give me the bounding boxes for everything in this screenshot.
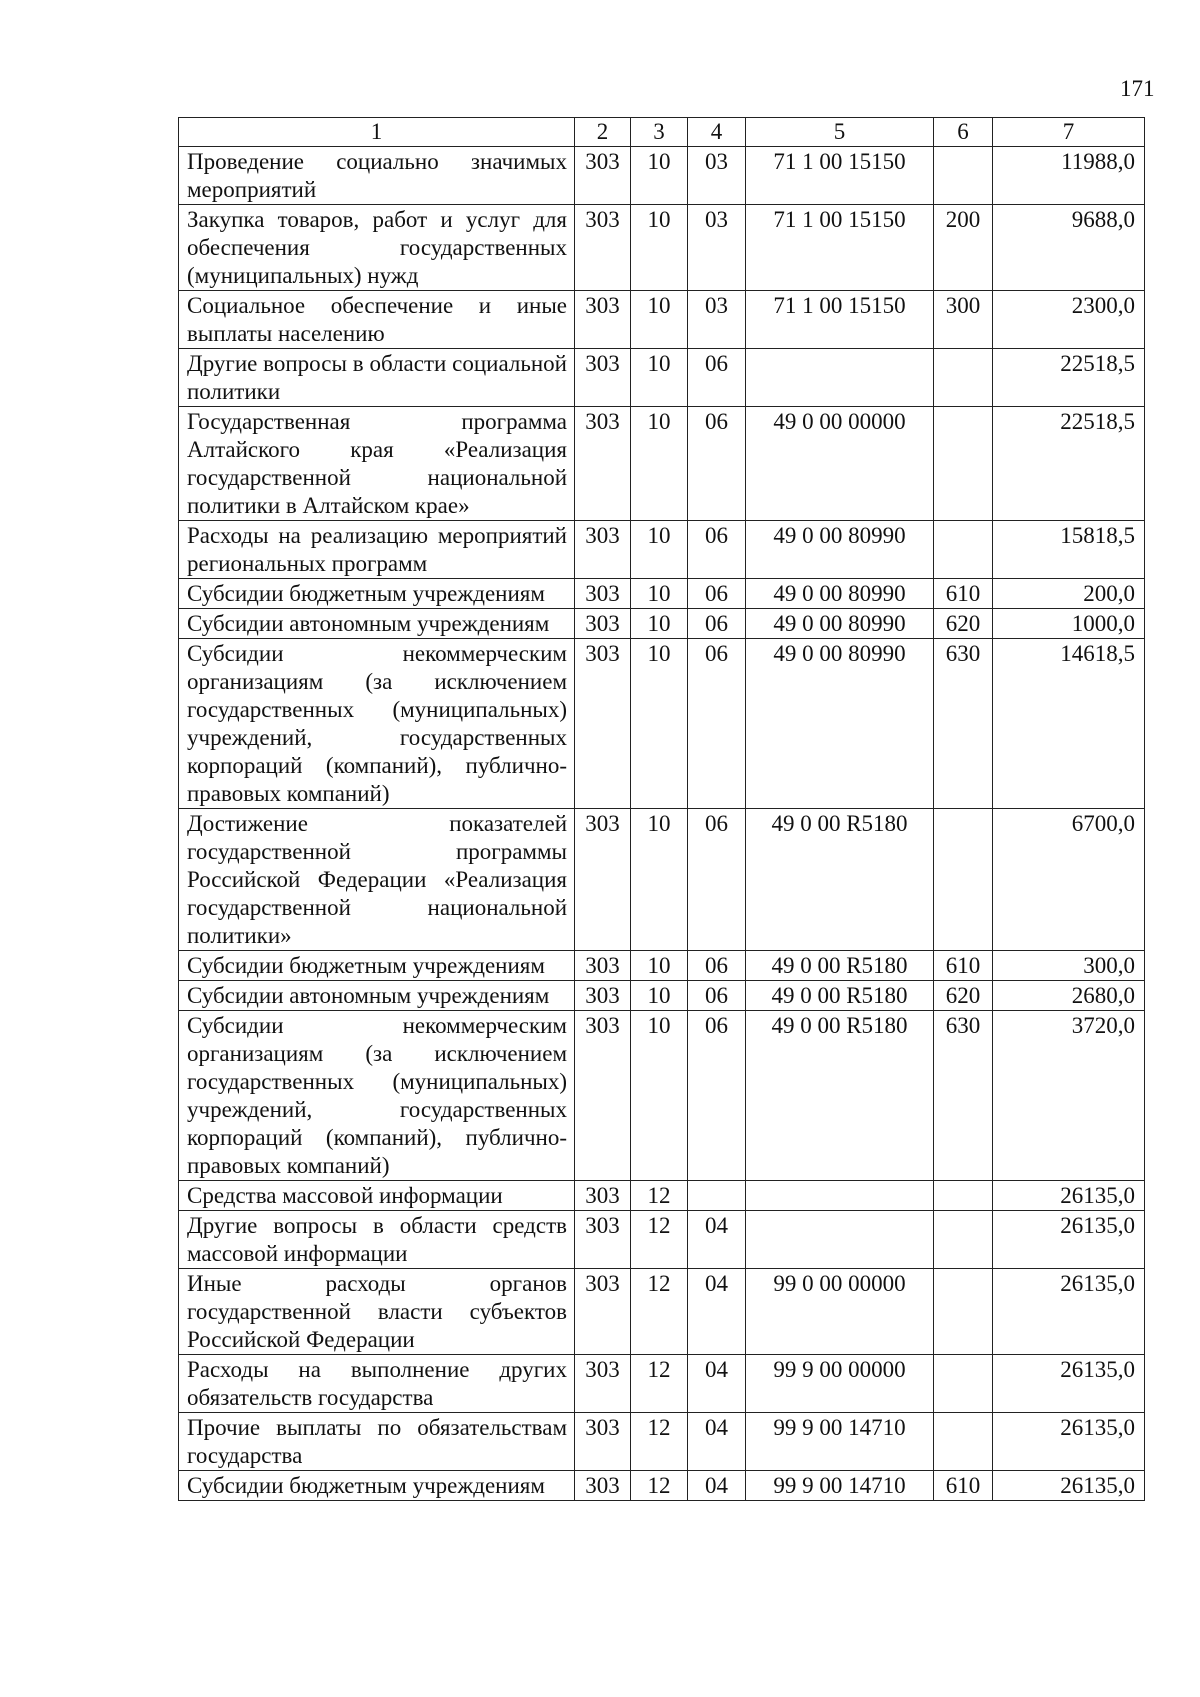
expense-type-cell <box>934 1269 993 1355</box>
subsection-cell: 04 <box>688 1413 746 1471</box>
expense-type-cell: 620 <box>934 981 993 1011</box>
table-row <box>179 1355 1145 1413</box>
target-article-cell: 49 0 00 80990 <box>746 639 934 809</box>
header-cell: 2 <box>575 118 631 147</box>
subsection-cell: 03 <box>688 147 746 205</box>
expense-type-cell <box>934 1181 993 1211</box>
section-cell: 10 <box>631 809 688 951</box>
target-article-cell: 99 9 00 14710 <box>746 1471 934 1501</box>
row-name-cell: Достижение показателей государственной программы Российской Федерации «Реализация государственной национальной политики» <box>179 809 575 951</box>
amount-cell: 11988,0 <box>993 147 1145 205</box>
subsection-cell: 06 <box>688 349 746 407</box>
section-cell: 10 <box>631 349 688 407</box>
target-article-cell: 71 1 00 15150 <box>746 147 934 205</box>
amount-cell: 15818,5 <box>993 521 1145 579</box>
section-cell: 10 <box>631 981 688 1011</box>
table-row <box>179 639 1145 809</box>
subsection-cell: 06 <box>688 407 746 521</box>
target-article-cell <box>746 349 934 407</box>
expense-type-cell <box>934 1355 993 1413</box>
subsection-cell: 04 <box>688 1269 746 1355</box>
amount-cell: 22518,5 <box>993 349 1145 407</box>
admin-code-cell: 303 <box>575 147 631 205</box>
table-row <box>179 521 1145 579</box>
table-row <box>179 579 1145 609</box>
expense-type-cell: 200 <box>934 205 993 291</box>
row-name-cell: Социальное обеспечение и иные выплаты населению <box>179 291 575 349</box>
table-row <box>179 1181 1145 1211</box>
section-cell: 12 <box>631 1471 688 1501</box>
subsection-cell: 06 <box>688 809 746 951</box>
target-article-cell <box>746 1181 934 1211</box>
table-body <box>179 147 1145 1501</box>
expense-type-cell <box>934 1413 993 1471</box>
table-row <box>179 205 1145 291</box>
table-row <box>179 407 1145 521</box>
section-cell: 10 <box>631 579 688 609</box>
expense-type-cell <box>934 407 993 521</box>
admin-code-cell: 303 <box>575 809 631 951</box>
row-name-cell: Расходы на выполнение других обязательств государства <box>179 1355 575 1413</box>
target-article-cell: 49 0 00 R5180 <box>746 981 934 1011</box>
target-article-cell: 49 0 00 80990 <box>746 521 934 579</box>
amount-cell: 2680,0 <box>993 981 1145 1011</box>
amount-cell: 14618,5 <box>993 639 1145 809</box>
row-name-cell: Иные расходы органов государственной власти субъектов Российской Федерации <box>179 1269 575 1355</box>
section-cell: 12 <box>631 1413 688 1471</box>
table-row <box>179 809 1145 951</box>
subsection-cell: 06 <box>688 609 746 639</box>
target-article-cell: 99 9 00 14710 <box>746 1413 934 1471</box>
subsection-cell: 06 <box>688 579 746 609</box>
expense-type-cell <box>934 1211 993 1269</box>
row-name-cell: Государственная программа Алтайского края «Реализация государственной национальной политики в Алтайском крае» <box>179 407 575 521</box>
table-row <box>179 1211 1145 1269</box>
subsection-cell: 06 <box>688 951 746 981</box>
row-name-cell: Субсидии бюджетным учреждениям <box>179 951 575 981</box>
admin-code-cell: 303 <box>575 579 631 609</box>
table-row <box>179 349 1145 407</box>
header-cell: 1 <box>179 118 575 147</box>
amount-cell: 22518,5 <box>993 407 1145 521</box>
header-cell: 5 <box>746 118 934 147</box>
subsection-cell: 06 <box>688 639 746 809</box>
table-row <box>179 1471 1145 1501</box>
amount-cell: 26135,0 <box>993 1355 1145 1413</box>
admin-code-cell: 303 <box>575 1211 631 1269</box>
row-name-cell: Субсидии некоммерческим организациям (за исключением государственных (муниципальных) учреждений, государственных корпораций (компаний), публично-правовых компаний) <box>179 639 575 809</box>
expense-type-cell: 610 <box>934 1471 993 1501</box>
subsection-cell: 06 <box>688 521 746 579</box>
row-name-cell: Субсидии некоммерческим организациям (за исключением государственных (муниципальных) учреждений, государственных корпораций (компаний), публично-правовых компаний) <box>179 1011 575 1181</box>
admin-code-cell: 303 <box>575 1269 631 1355</box>
target-article-cell: 49 0 00 00000 <box>746 407 934 521</box>
target-article-cell: 49 0 00 80990 <box>746 609 934 639</box>
admin-code-cell: 303 <box>575 951 631 981</box>
expense-type-cell: 630 <box>934 1011 993 1181</box>
table-row <box>179 1011 1145 1181</box>
target-article-cell <box>746 1211 934 1269</box>
admin-code-cell: 303 <box>575 981 631 1011</box>
table-row <box>179 981 1145 1011</box>
admin-code-cell: 303 <box>575 1011 631 1181</box>
admin-code-cell: 303 <box>575 1471 631 1501</box>
page-number: 171 <box>1120 76 1155 101</box>
row-name-cell: Прочие выплаты по обязательствам государства <box>179 1413 575 1471</box>
row-name-cell: Закупка товаров, работ и услуг для обеспечения государственных (муниципальных) нужд <box>179 205 575 291</box>
admin-code-cell: 303 <box>575 1181 631 1211</box>
section-cell: 10 <box>631 1011 688 1181</box>
table-row <box>179 291 1145 349</box>
amount-cell: 26135,0 <box>993 1269 1145 1355</box>
amount-cell: 26135,0 <box>993 1471 1145 1501</box>
row-name-cell: Другие вопросы в области социальной политики <box>179 349 575 407</box>
expense-type-cell <box>934 147 993 205</box>
row-name-cell: Субсидии бюджетным учреждениям <box>179 1471 575 1501</box>
table-row <box>179 951 1145 981</box>
target-article-cell: 49 0 00 R5180 <box>746 951 934 981</box>
amount-cell: 200,0 <box>993 579 1145 609</box>
amount-cell: 6700,0 <box>993 809 1145 951</box>
admin-code-cell: 303 <box>575 1355 631 1413</box>
section-cell: 10 <box>631 291 688 349</box>
amount-cell: 26135,0 <box>993 1413 1145 1471</box>
section-cell: 10 <box>631 609 688 639</box>
admin-code-cell: 303 <box>575 349 631 407</box>
subsection-cell: 04 <box>688 1211 746 1269</box>
table-row <box>179 1269 1145 1355</box>
expense-type-cell <box>934 521 993 579</box>
target-article-cell: 49 0 00 R5180 <box>746 809 934 951</box>
section-cell: 10 <box>631 521 688 579</box>
target-article-cell: 99 9 00 00000 <box>746 1355 934 1413</box>
header-cell: 7 <box>993 118 1145 147</box>
admin-code-cell: 303 <box>575 521 631 579</box>
admin-code-cell: 303 <box>575 1413 631 1471</box>
row-name-cell: Проведение социально значимых мероприятий <box>179 147 575 205</box>
subsection-cell: 03 <box>688 205 746 291</box>
row-name-cell: Расходы на реализацию мероприятий региональных программ <box>179 521 575 579</box>
admin-code-cell: 303 <box>575 609 631 639</box>
target-article-cell: 49 0 00 80990 <box>746 579 934 609</box>
admin-code-cell: 303 <box>575 205 631 291</box>
table-row <box>179 147 1145 205</box>
budget-table <box>178 117 1145 1501</box>
expense-type-cell: 610 <box>934 579 993 609</box>
admin-code-cell: 303 <box>575 291 631 349</box>
expense-type-cell <box>934 809 993 951</box>
amount-cell: 3720,0 <box>993 1011 1145 1181</box>
row-name-cell: Субсидии автономным учреждениям <box>179 981 575 1011</box>
row-name-cell: Субсидии бюджетным учреждениям <box>179 579 575 609</box>
table-row <box>179 609 1145 639</box>
expense-type-cell: 620 <box>934 609 993 639</box>
subsection-cell: 06 <box>688 1011 746 1181</box>
subsection-cell: 03 <box>688 291 746 349</box>
section-cell: 10 <box>631 407 688 521</box>
amount-cell: 1000,0 <box>993 609 1145 639</box>
expense-type-cell: 610 <box>934 951 993 981</box>
section-cell: 10 <box>631 639 688 809</box>
amount-cell: 26135,0 <box>993 1181 1145 1211</box>
row-name-cell: Средства массовой информации <box>179 1181 575 1211</box>
header-cell: 6 <box>934 118 993 147</box>
header-cell: 4 <box>688 118 746 147</box>
subsection-cell: 04 <box>688 1471 746 1501</box>
target-article-cell: 99 0 00 00000 <box>746 1269 934 1355</box>
section-cell: 10 <box>631 147 688 205</box>
section-cell: 10 <box>631 205 688 291</box>
amount-cell: 300,0 <box>993 951 1145 981</box>
table-row <box>179 1413 1145 1471</box>
section-cell: 12 <box>631 1211 688 1269</box>
subsection-cell <box>688 1181 746 1211</box>
subsection-cell: 04 <box>688 1355 746 1413</box>
section-cell: 10 <box>631 951 688 981</box>
header-cell: 3 <box>631 118 688 147</box>
admin-code-cell: 303 <box>575 407 631 521</box>
subsection-cell: 06 <box>688 981 746 1011</box>
expense-type-cell: 630 <box>934 639 993 809</box>
expense-type-cell <box>934 349 993 407</box>
row-name-cell: Другие вопросы в области средств массовой информации <box>179 1211 575 1269</box>
target-article-cell: 71 1 00 15150 <box>746 205 934 291</box>
row-name-cell: Субсидии автономным учреждениям <box>179 609 575 639</box>
amount-cell: 2300,0 <box>993 291 1145 349</box>
expense-type-cell: 300 <box>934 291 993 349</box>
table-header-row <box>179 118 1145 147</box>
amount-cell: 26135,0 <box>993 1211 1145 1269</box>
target-article-cell: 71 1 00 15150 <box>746 291 934 349</box>
section-cell: 12 <box>631 1269 688 1355</box>
admin-code-cell: 303 <box>575 639 631 809</box>
section-cell: 12 <box>631 1355 688 1413</box>
target-article-cell: 49 0 00 R5180 <box>746 1011 934 1181</box>
section-cell: 12 <box>631 1181 688 1211</box>
amount-cell: 9688,0 <box>993 205 1145 291</box>
